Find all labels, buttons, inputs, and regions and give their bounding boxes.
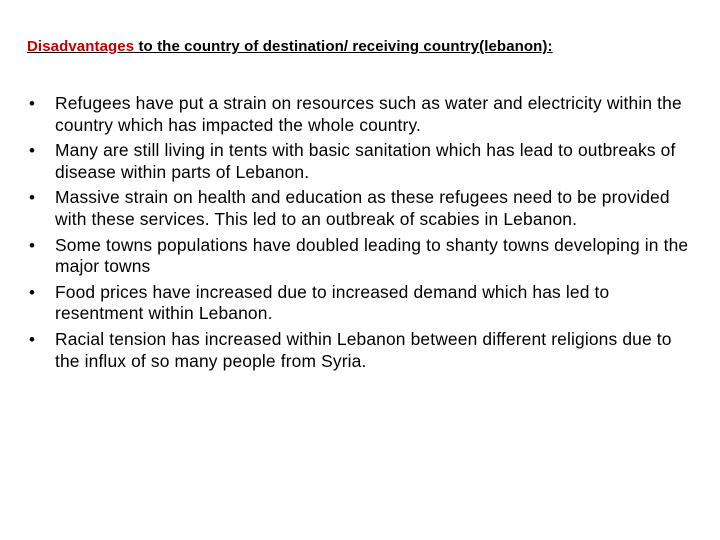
bullet-item [27, 93, 697, 136]
bullet-list [27, 93, 697, 376]
bullet-text: Food prices have increased due to increased demand which has led to resentment within Lebanon. [55, 281, 610, 324]
bullet-dot-icon: • [29, 329, 36, 349]
bullet-text: Some towns populations have doubled leading to shanty towns developing in the major towns [55, 234, 689, 277]
bullet-item [27, 282, 697, 325]
bullet-dot-icon: • [29, 282, 36, 302]
bullet-dot-icon: • [29, 141, 36, 161]
bullet-dot-icon: • [29, 235, 36, 255]
bullet-text: Many are still living in tents with basic sanitation which has lead to outbreaks of disease within parts of Lebanon. [55, 140, 676, 182]
heading-accent-word: Disadvantages [27, 38, 135, 55]
bullet-item [27, 187, 697, 230]
bullet-text: Massive strain on health and education as these refugees need to be provided with these services. This led to an outbreak of scabies in Lebanon. [55, 187, 670, 229]
bullet-item [27, 140, 697, 183]
bullet-dot-icon: • [29, 188, 36, 208]
bullet-item [27, 329, 697, 372]
bullet-text: Racial tension has increased within Lebanon between different religions due to the influx of so many people from Syria. [55, 328, 672, 371]
slide-heading [27, 38, 553, 55]
heading-text: to the country of destination/ receiving country(lebanon): [134, 38, 553, 55]
bullet-text: Refugees have put a strain on resources such as water and electricity within the country which has impacted the whole country. [55, 93, 682, 135]
bullet-item [27, 235, 697, 278]
bullet-dot-icon: • [29, 94, 36, 113]
